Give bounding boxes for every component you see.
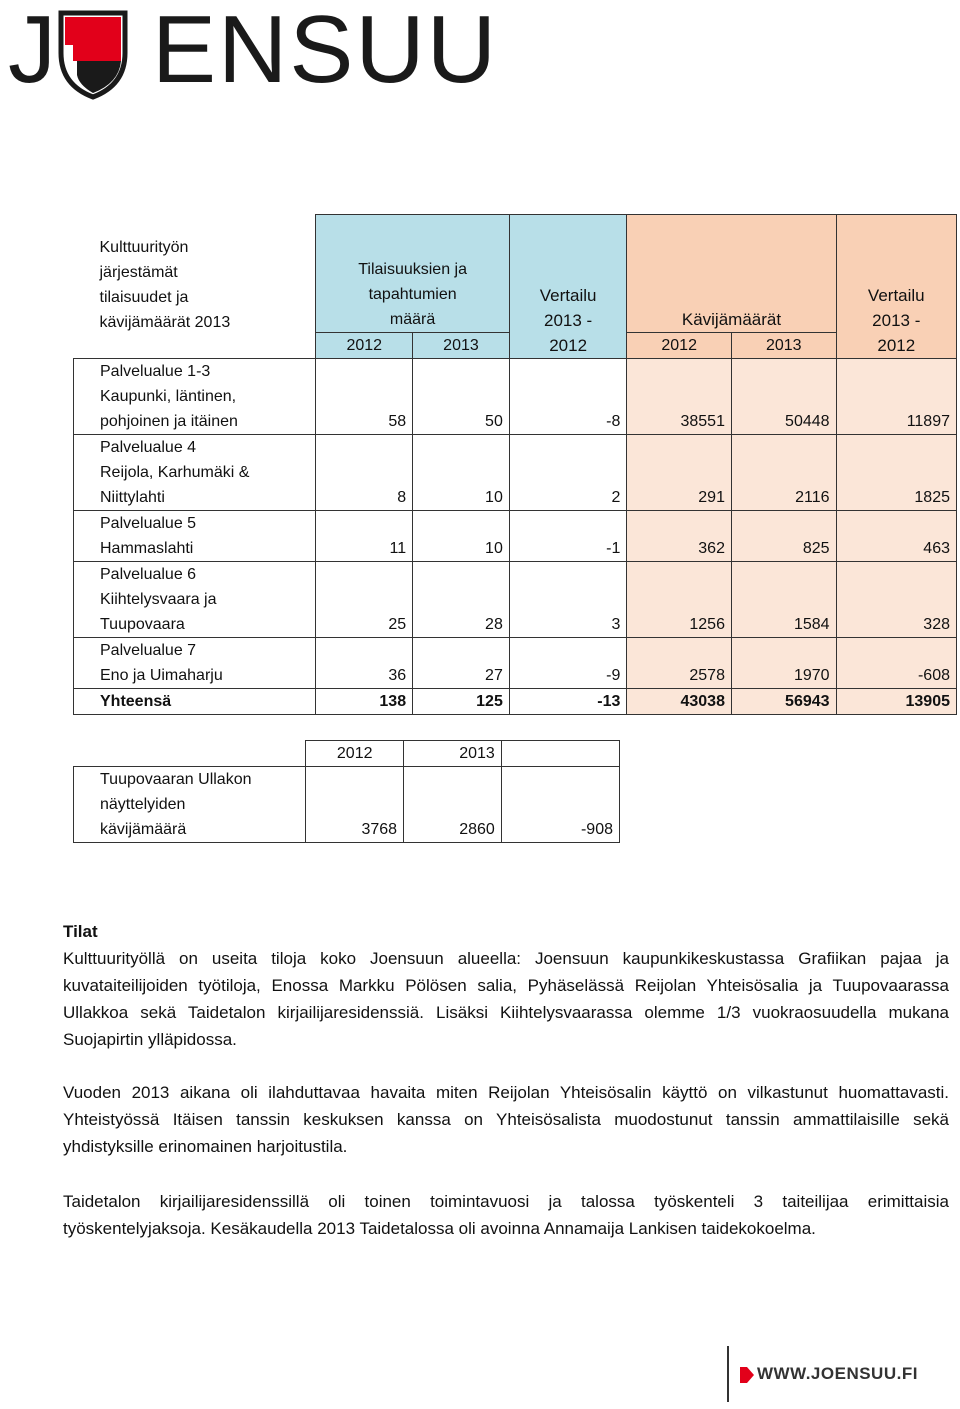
year-header: 2012 [627,333,732,359]
row-label: Palvelualue 6 Kiihtelysvaara ja Tuupovaara [74,562,316,638]
visitors-compare-header: Vertailu 2013 - 2012 [836,215,956,359]
table-cell: 463 [836,511,956,562]
table-cell: -8 [509,359,627,435]
table-cell: 3768 [306,767,404,843]
table-cell: 291 [627,435,732,511]
table-cell: 1970 [731,638,836,689]
table-cell: 11 [316,511,413,562]
table-cell: -1 [509,511,627,562]
table-row [74,511,957,562]
total-row [74,689,957,715]
table-row [74,767,620,843]
row-label: Palvelualue 1-3 Kaupunki, läntinen, pohjoinen ja itäinen [74,359,316,435]
table-cell: 3 [509,562,627,638]
year-header: 2013 [413,333,510,359]
table-cell: 28 [413,562,510,638]
table-row [74,435,957,511]
paragraph: Taidetalon kirjailijaresidenssillä oli toinen toimintavuosi ja talossa työskenteli 3 taiteilijaa erimittaisia työskentelyjaksoja. Kesäkaudella 2013 Taidetalossa oli avoinna Annamaija Lankisen taidekokoelma. [63,1192,949,1238]
year-header: 2012 [316,333,413,359]
row-label: Palvelualue 4 Reijola, Karhumäki & Niittylahti [74,435,316,511]
table-cell: 25 [316,562,413,638]
table-cell: 13905 [836,689,956,715]
table-cell: 1825 [836,435,956,511]
joensuu-logo [0,0,499,110]
table-cell: 1584 [731,562,836,638]
table-cell: 56943 [731,689,836,715]
table-row [74,562,957,638]
table-cell: 11897 [836,359,956,435]
events-compare-header: Vertailu 2013 - 2012 [509,215,627,359]
table-cell: 27 [413,638,510,689]
table-cell: 825 [731,511,836,562]
table-cell: 8 [316,435,413,511]
table-cell: -608 [836,638,956,689]
section-heading: Tilat [63,922,98,941]
table-cell: 58 [316,359,413,435]
table-cell: 125 [413,689,510,715]
events-count-header: Tilaisuuksien ja tapahtumien määrä [316,215,509,333]
table-cell: 362 [627,511,732,562]
table-cell: 2116 [731,435,836,511]
table-row [74,359,957,435]
table-cell: 50448 [731,359,836,435]
table-cell: 43038 [627,689,732,715]
city-shield-icon [55,5,131,101]
footer-url: WWW.JOENSUU.FI [757,1364,918,1383]
table-cell: 138 [316,689,413,715]
table-cell: 38551 [627,359,732,435]
table-cell: 10 [413,511,510,562]
table-title: Kulttuurityön järjestämät tilaisuudet ja kävijämäärät 2013 [99,238,231,331]
brand-mark-icon [740,1367,754,1383]
row-label: Palvelualue 7 Eno ja Uimaharju [74,638,316,689]
footer-divider [727,1346,729,1402]
table-cell: 50 [413,359,510,435]
table-cell: 328 [836,562,956,638]
events-and-visitors-table [73,214,957,715]
table-cell: -9 [509,638,627,689]
row-label: Tuupovaaran Ullakon näyttelyiden kävijämäärä [74,767,306,843]
table-row [74,638,957,689]
year-header: 2013 [404,741,502,767]
table-cell: 2860 [404,767,502,843]
paragraph: Kulttuurityöllä on useita tiloja koko Joensuun alueella: Joensuun kaupunkikeskustassa Grafiikan pajaa ja kuvataiteilijoiden työtiloja, Enossa Markku Pölösen salia, Pyhäselässä Reijolan Yhteisösalia ja Tuupovaarassa Ullakkoa sekä Taidetalon kirjailijaresidenssiä. Lisäksi Kiihtelysvaarassa olemme 1/3 vuokraosuudella mukana Suojapirtin ylläpidossa. [63,949,949,1049]
table-cell: 36 [316,638,413,689]
logo-letters: ENSUU [152,0,499,103]
paragraph: Vuoden 2013 aikana oli ilahduttavaa havaita miten Reijolan Yhteisösalin käyttö on vilkastunut huomattavasti. Yhteistyössä Itäisen tanssin keskuksen kanssa on Yhteisösalista muodostunut tanssin ammattilaisille sekä yhdistyksille erinomainen harjoitustila. [63,1083,949,1156]
table-cell: 2578 [627,638,732,689]
table-cell: -13 [509,689,627,715]
table-cell: 2 [509,435,627,511]
logo-letter-j: J [8,0,58,103]
table-cell: -908 [501,767,619,843]
visitors-header: Kävijämäärät [627,215,836,333]
row-label: Palvelualue 5 Hammaslahti [74,511,316,562]
year-header: 2012 [306,741,404,767]
year-header: 2013 [731,333,836,359]
table-cell: 10 [413,435,510,511]
ullakko-visitors-table [73,740,620,843]
total-label: Yhteensä [74,689,316,715]
table-cell: 1256 [627,562,732,638]
